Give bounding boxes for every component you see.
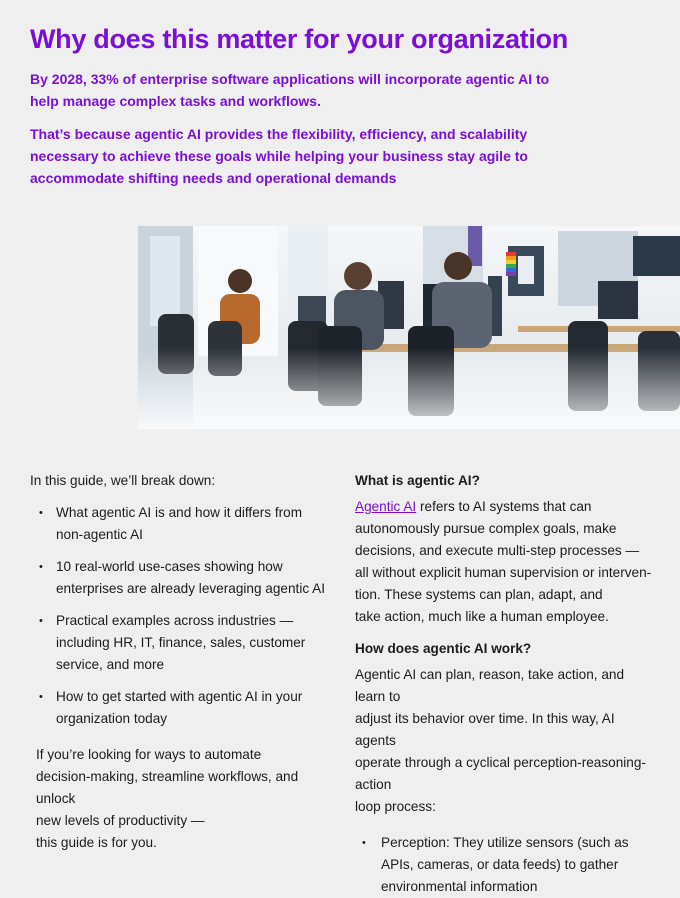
heading-what-is-agentic-ai: What is agentic AI? [355,473,480,488]
bullet-icon: • [362,837,366,849]
heading-how-does-it-work: How does agentic AI work? [355,641,532,656]
list-item: • How to get started with agentic AI in your organization today [30,686,330,730]
guide-topics-list [30,502,330,730]
list-item: • 10 real-world use-cases showing how enterprises are already leveraging agentic AI [30,556,330,600]
bullet-icon: • [39,561,43,573]
list-item: • Perception: They utilize sensors (such as APIs, cameras, or data feeds) to gather environmental information [355,832,655,898]
definition-paragraph: Agentic AI refers to AI systems that can autonomously pursue complex goals, make decisions, and execute multi-step processes — all without explicit human supervision or interven- tion. These systems can plan, adapt, and take action, much like a human employee. [355,499,652,624]
lead-paragraph-2: That’s because agentic AI provides the flexibility, efficiency, and scalability necessary to achieve these goals while helping your business stay agile to accommodate shifting needs and operational demands [30,126,528,186]
how-it-works-paragraph: Agentic AI can plan, reason, take action, and learn to adjust its behavior over time. In this way, AI agents operate through a cyclical perception-reasoning-action loop process: [355,667,646,814]
closing-paragraph: If you’re looking for ways to automate decision-making, streamline workflows, and unlock new levels of productivity — this guide is for you. [36,747,299,850]
guide-intro: In this guide, we’ll break down: [30,473,216,488]
left-column [30,470,330,854]
right-column [355,470,655,898]
agentic-ai-link[interactable]: Agentic AI [355,499,417,514]
agent-loop-list [355,832,655,898]
office-photo [138,226,680,429]
page-title: Why does this matter for your organization [30,24,568,54]
bullet-icon: • [39,615,43,627]
bullet-icon: • [39,691,43,703]
list-item: • Practical examples across industries — including HR, IT, finance, sales, customer service, and more [30,610,330,676]
bullet-icon: • [39,507,43,519]
lead-paragraph-1: By 2028, 33% of enterprise software applications will incorporate agentic AI to help manage complex tasks and workflows. [30,71,550,109]
list-item: • What agentic AI is and how it differs from non-agentic AI [30,502,330,546]
